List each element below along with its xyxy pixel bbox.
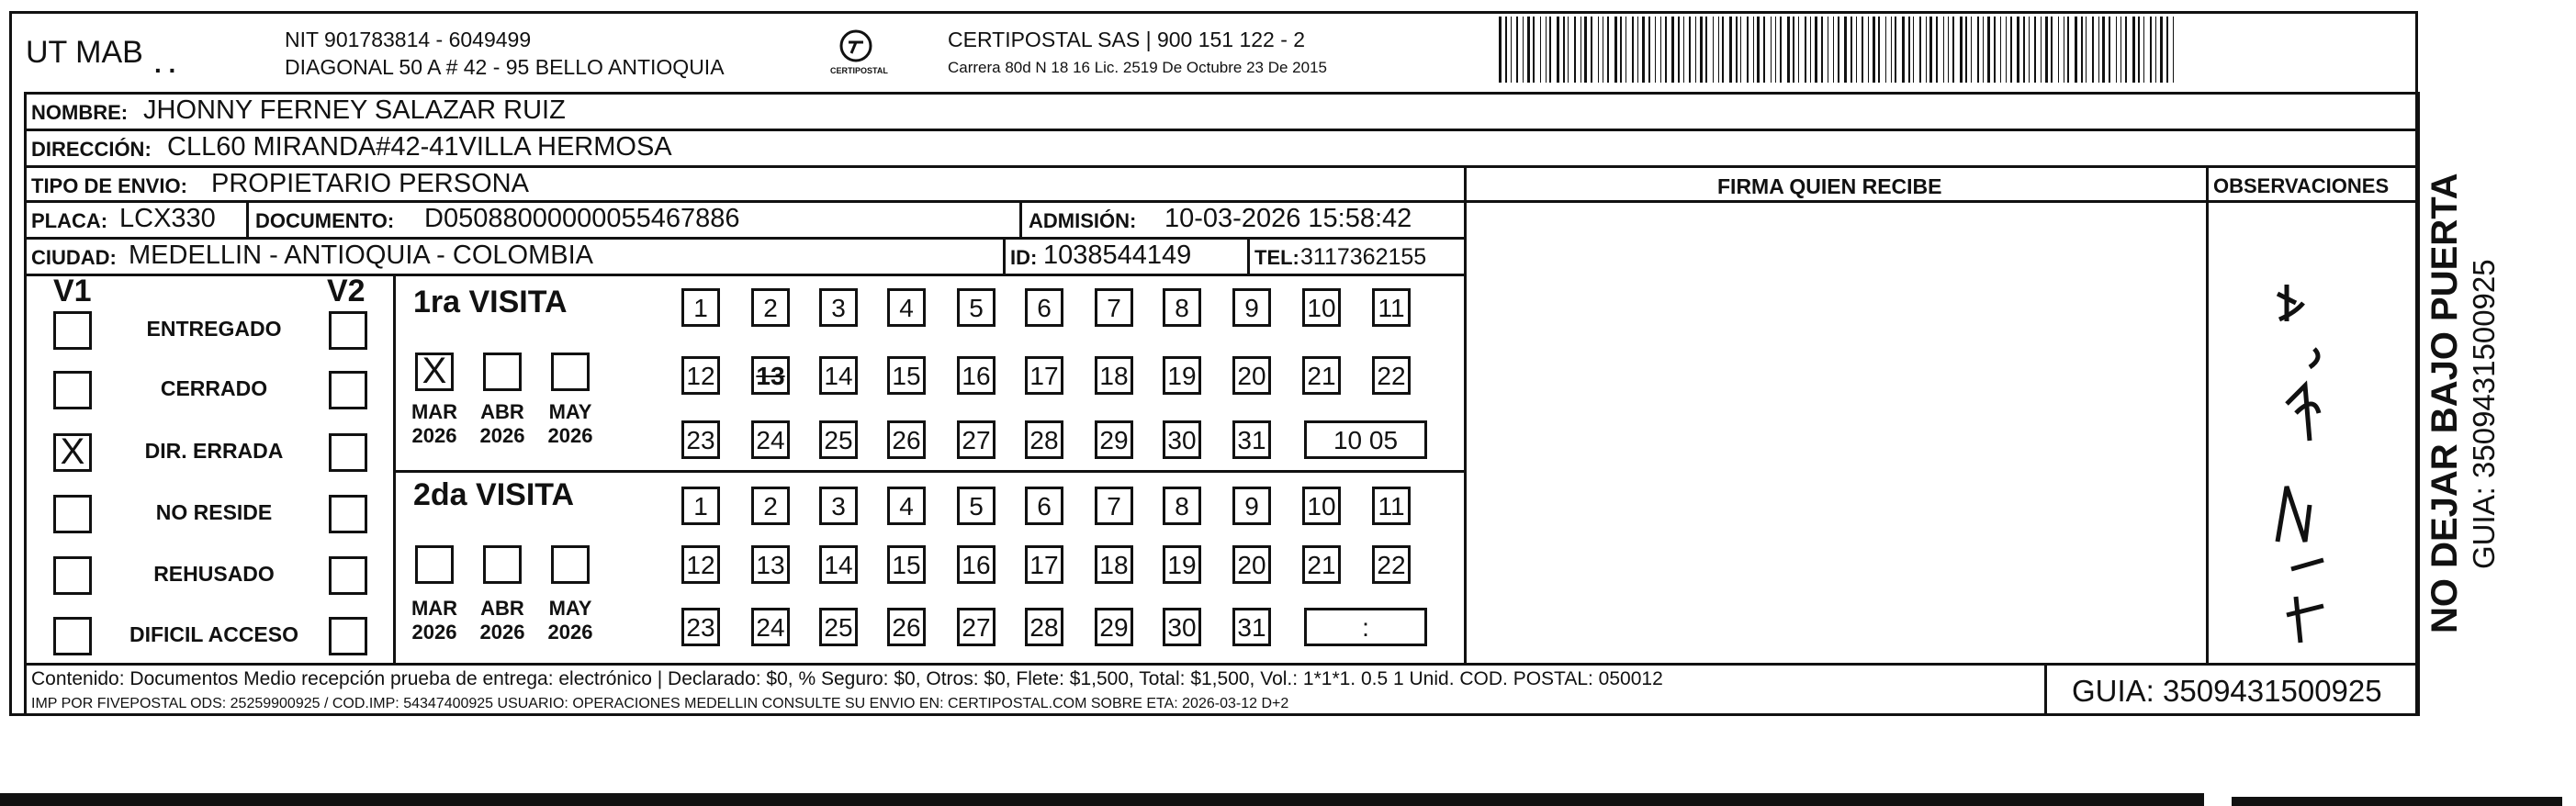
day-box[interactable]: 25 <box>819 420 858 459</box>
v2-checkbox[interactable] <box>329 617 367 655</box>
day-box[interactable]: 1 <box>681 487 720 525</box>
day-box[interactable]: 9 <box>1232 487 1271 525</box>
month-label: MAR 2026 <box>411 597 458 644</box>
barcode-bar <box>1505 17 1507 83</box>
barcode-bar <box>1557 17 1559 83</box>
barcode-bar <box>2143 17 2144 83</box>
day-box[interactable]: 6 <box>1025 487 1063 525</box>
barcode-bar <box>1591 17 1592 83</box>
side-guia: GUIA: 3509431500925 <box>2467 259 2501 569</box>
barcode-bar <box>2010 17 2012 83</box>
barcode-bar <box>1815 17 1817 83</box>
barcode-bar <box>2086 17 2087 83</box>
month-checkbox[interactable] <box>551 545 590 584</box>
separator <box>1247 237 1250 274</box>
month-checkbox[interactable] <box>551 353 590 391</box>
barcode-bar <box>1798 17 1799 83</box>
barcode-bar <box>1574 17 1576 83</box>
day-box[interactable]: 23 <box>681 608 720 646</box>
separator <box>24 274 1464 276</box>
nombre-label: NOMBRE: <box>31 101 129 124</box>
v2-checkbox[interactable] <box>329 311 367 350</box>
barcode-bar <box>1948 17 1949 83</box>
ut-marks: . . <box>154 50 176 78</box>
barcode-bar <box>1757 17 1760 83</box>
barcode-bar <box>1926 17 1927 83</box>
status-label: DIFICIL ACCESO <box>129 622 298 646</box>
barcode-bar <box>1787 17 1790 83</box>
day-box[interactable]: 29 <box>1095 608 1133 646</box>
barcode-bar <box>2023 17 2025 83</box>
v1-checkbox[interactable] <box>53 371 92 409</box>
day-box[interactable]: 21 <box>1302 356 1341 395</box>
month-label: ABR 2026 <box>479 597 525 644</box>
barcode-bar <box>1718 17 1719 83</box>
id-label: ID: <box>1010 246 1038 269</box>
direccion-label: DIRECCIÓN: <box>31 138 152 161</box>
day-box[interactable]: 17 <box>1025 356 1063 395</box>
separator <box>24 165 2417 168</box>
day-box[interactable]: 7 <box>1095 487 1133 525</box>
barcode-bar <box>1671 17 1674 83</box>
barcode-bar <box>1771 17 1772 83</box>
day-box[interactable]: 2 <box>751 487 790 525</box>
barcode-bar <box>1740 17 1741 83</box>
day-box[interactable]: 30 <box>1163 420 1201 459</box>
guia-footer: GUIA: 3509431500925 <box>2072 674 2382 708</box>
barcode-bar <box>1632 17 1634 83</box>
v1-checkbox[interactable] <box>53 495 92 533</box>
barcode-bar <box>1713 17 1714 83</box>
bottom-border <box>0 793 2204 806</box>
barcode-bar <box>1607 17 1609 83</box>
barcode-bar <box>1833 17 1834 83</box>
barcode-bar <box>2017 17 2019 83</box>
barcode-bar <box>1580 17 1581 83</box>
barcode-bar <box>1810 17 1811 83</box>
barcode-bar <box>1753 17 1754 83</box>
day-box[interactable]: 30 <box>1163 608 1201 646</box>
day-box[interactable]: 11 <box>1372 288 1411 327</box>
day-box[interactable]: 17 <box>1025 545 1063 584</box>
barcode-bar <box>2034 17 2036 83</box>
day-box[interactable]: 7 <box>1095 288 1133 327</box>
company-license: Carrera 80d N 18 16 Lic. 2519 De Octubre 23 De 2015 <box>948 59 1327 76</box>
contenido-text: Contenido: Documentos Medio recepción prueba de entrega: electrónico | Declarado: $0, % Seguro: $0, Otros: $0, Flete: $1,500, Total: $1,500, Vol.: 1*1*1. 0.5 1 Unid. COD. POSTAL: 050012 <box>31 668 1663 689</box>
day-box[interactable]: 31 <box>1232 420 1271 459</box>
day-box[interactable]: 15 <box>887 356 926 395</box>
barcode-bar <box>2000 17 2001 83</box>
barcode-bar <box>1960 17 1963 83</box>
barcode-bar <box>1736 17 1738 83</box>
barcode-bar <box>1885 17 1886 83</box>
barcode-bar <box>2045 17 2048 83</box>
barcode-bar <box>1660 17 1661 83</box>
month-label: ABR 2026 <box>479 400 525 447</box>
day-box[interactable]: 5 <box>957 288 996 327</box>
handwritten-observation-icon <box>2222 266 2388 652</box>
barcode-bar <box>1775 17 1776 83</box>
barcode-bar <box>1614 17 1617 83</box>
barcode-bar <box>1929 17 1932 83</box>
day-box[interactable]: 16 <box>957 545 996 584</box>
documento-value: D05088000000055467886 <box>424 204 740 233</box>
barcode-bar <box>1637 17 1638 83</box>
day-box[interactable]: 25 <box>819 608 858 646</box>
barcode-bar <box>1891 17 1892 83</box>
tipo-envio-label: TIPO DE ENVIO: <box>31 174 187 197</box>
v1-checkbox[interactable] <box>53 617 92 655</box>
nombre-value: JHONNY FERNEY SALAZAR RUIZ <box>143 95 566 125</box>
barcode-bar <box>1952 17 1954 83</box>
barcode-bar <box>1499 17 1502 83</box>
day-box[interactable]: 12 <box>681 545 720 584</box>
day-box[interactable]: 4 <box>887 487 926 525</box>
day-box[interactable]: 16 <box>957 356 996 395</box>
barcode-bar <box>1563 17 1565 83</box>
separator <box>393 470 1464 473</box>
barcode-bar <box>1655 17 1656 83</box>
tel-value: 3117362155 <box>1300 244 1427 270</box>
barcode-bar <box>2155 17 2156 83</box>
barcode-bar <box>1584 17 1587 83</box>
barcode-bar <box>1983 17 1984 83</box>
barcode-bar <box>1936 17 1938 83</box>
v1-checkbox[interactable]: X <box>53 433 92 472</box>
barcode-bar <box>1793 17 1794 83</box>
certipostal-logo-icon <box>838 28 874 64</box>
day-box[interactable]: 26 <box>887 420 926 459</box>
month-label: MAY 2026 <box>547 597 593 644</box>
separator <box>24 92 2417 95</box>
barcode-bar <box>1994 17 1996 83</box>
v2-checkbox[interactable] <box>329 495 367 533</box>
bottom-border <box>2232 797 2562 806</box>
day-box[interactable]: 4 <box>887 288 926 327</box>
barcode-bar <box>1805 17 1806 83</box>
barcode-bar <box>1648 17 1650 83</box>
day-box[interactable]: 22 <box>1372 356 1411 395</box>
barcode-bar <box>1642 17 1645 83</box>
barcode-bar <box>2138 17 2140 83</box>
logo-text: CERTIPOSTAL <box>830 66 888 75</box>
placa-label: PLACA: <box>31 209 108 232</box>
barcode-bar <box>1987 17 1990 83</box>
day-box[interactable]: 27 <box>957 420 996 459</box>
firma-label: FIRMA QUIEN RECIBE <box>1717 174 1942 198</box>
imp-text: IMP POR FIVEPOSTAL ODS: 25259900925 / COD.IMP: 54347400925 USUARIO: OPERACIONES MEDELLIN CONSULTE SU ENVIO EN: CERTIPOSTAL.COM SOBRE ETA: 2026-03-12 D+2 <box>31 696 1289 711</box>
v2-checkbox[interactable] <box>329 433 367 472</box>
separator <box>1464 165 1467 663</box>
month-checkbox[interactable] <box>483 545 522 584</box>
barcode-bar <box>1546 17 1547 83</box>
month-label: MAR 2026 <box>411 400 458 447</box>
separator <box>1464 200 2417 203</box>
status-label: DIR. ERRADA <box>144 439 284 463</box>
barcode-bar <box>2109 17 2110 83</box>
barcode-bar <box>2067 17 2069 83</box>
day-box[interactable]: 10 <box>1302 288 1341 327</box>
v2-checkbox[interactable] <box>329 556 367 595</box>
id-value: 1038544149 <box>1043 241 1192 270</box>
month-checkbox[interactable] <box>415 545 454 584</box>
month-checkbox[interactable]: X <box>415 353 454 391</box>
time-box[interactable]: : <box>1304 608 1427 646</box>
month-label: MAY 2026 <box>547 400 593 447</box>
barcode-bar <box>2041 17 2042 83</box>
v1-checkbox[interactable] <box>53 311 92 350</box>
day-box[interactable]: 31 <box>1232 608 1271 646</box>
day-box[interactable]: 3 <box>819 288 858 327</box>
barcode-bar <box>1919 17 1921 83</box>
day-box[interactable]: 5 <box>957 487 996 525</box>
barcode-bar <box>2006 17 2007 83</box>
barcode <box>1499 17 2186 83</box>
barcode-bar <box>1722 17 1724 83</box>
day-box[interactable]: 10 <box>1302 487 1341 525</box>
barcode-bar <box>2116 17 2117 83</box>
barcode-bar <box>1598 17 1599 83</box>
separator <box>2206 165 2209 663</box>
barcode-bar <box>2075 17 2077 83</box>
day-box[interactable]: 18 <box>1095 545 1133 584</box>
day-box[interactable]: 28 <box>1025 420 1063 459</box>
barcode-bar <box>1908 17 1910 83</box>
barcode-bar <box>1965 17 1967 83</box>
barcode-bar <box>2081 17 2083 83</box>
barcode-bar <box>2098 17 2099 83</box>
barcode-bar <box>1943 17 1944 83</box>
barcode-bar <box>2160 17 2163 83</box>
separator <box>2044 663 2047 716</box>
tipo-envio-value: PROPIETARIO PERSONA <box>211 169 529 198</box>
placa-value: LCX330 <box>119 204 216 233</box>
day-box[interactable]: 12 <box>681 356 720 395</box>
time-box[interactable]: 10 05 <box>1304 420 1427 459</box>
admision-label: ADMISIÓN: <box>1029 209 1137 232</box>
admision-value: 10-03-2026 15:58:42 <box>1164 204 1412 233</box>
barcode-bar <box>1838 17 1839 83</box>
day-box[interactable]: 24 <box>751 420 790 459</box>
barcode-bar <box>1700 17 1703 83</box>
v2-label: V2 <box>327 274 366 308</box>
separator <box>24 129 2417 131</box>
nit-text: NIT 901783814 - 6049499 <box>285 28 532 51</box>
ciudad-label: CIUDAD: <box>31 246 117 269</box>
day-box[interactable]: 11 <box>1372 487 1411 525</box>
day-box[interactable]: 18 <box>1095 356 1133 395</box>
barcode-bar <box>1533 17 1535 83</box>
day-box[interactable]: 14 <box>819 545 858 584</box>
barcode-bar <box>1821 17 1823 83</box>
company-name: CERTIPOSTAL SAS | 900 151 122 - 2 <box>948 28 1306 51</box>
v2-checkbox[interactable] <box>329 371 367 409</box>
second-visit-title: 2da VISITA <box>413 477 575 512</box>
day-box[interactable]: 19 <box>1163 545 1201 584</box>
barcode-bar <box>2166 17 2168 83</box>
day-box[interactable]: 26 <box>887 608 926 646</box>
barcode-bar <box>1856 17 1857 83</box>
barcode-bar <box>2150 17 2152 83</box>
v1-label: V1 <box>53 274 92 308</box>
barcode-bar <box>1902 17 1905 83</box>
day-box[interactable]: 29 <box>1095 420 1133 459</box>
barcode-bar <box>1913 17 1914 83</box>
barcode-bar <box>2120 17 2121 83</box>
separator <box>24 200 1464 203</box>
barcode-bar <box>2102 17 2105 83</box>
barcode-bar <box>1878 17 1880 83</box>
separator <box>246 200 249 237</box>
month-checkbox[interactable] <box>483 353 522 391</box>
first-visit-title: 1ra VISITA <box>413 285 568 319</box>
day-box[interactable]: 13 <box>751 356 790 395</box>
day-box[interactable]: 9 <box>1232 288 1271 327</box>
barcode-bar <box>1695 17 1696 83</box>
day-box[interactable]: 24 <box>751 608 790 646</box>
barcode-bar <box>1516 17 1518 83</box>
barcode-bar <box>2029 17 2030 83</box>
documento-label: DOCUMENTO: <box>255 209 395 232</box>
separator <box>24 92 27 716</box>
day-box[interactable]: 8 <box>1163 487 1201 525</box>
barcode-bar <box>1977 17 1979 83</box>
barcode-bar <box>1780 17 1782 83</box>
barcode-bar <box>2173 17 2174 83</box>
barcode-bar <box>1862 17 1863 83</box>
day-box[interactable]: 21 <box>1302 545 1341 584</box>
day-box[interactable]: 27 <box>957 608 996 646</box>
separator <box>1003 237 1006 274</box>
day-box[interactable]: 3 <box>819 487 858 525</box>
barcode-bar <box>2132 17 2135 83</box>
ciudad-value: MEDELLIN - ANTIOQUIA - COLOMBIA <box>129 241 593 270</box>
barcode-bar <box>2125 17 2127 83</box>
day-box[interactable]: 2 <box>751 288 790 327</box>
barcode-bar <box>1895 17 1896 83</box>
barcode-bar <box>2092 17 2094 83</box>
barcode-bar <box>1689 17 1691 83</box>
status-label: REHUSADO <box>153 562 275 586</box>
day-box[interactable]: 20 <box>1232 545 1271 584</box>
separator <box>1019 200 1022 237</box>
day-box[interactable]: 14 <box>819 356 858 395</box>
barcode-bar <box>1665 17 1667 83</box>
barcode-bar <box>1678 17 1680 83</box>
barcode-bar <box>1971 17 1972 83</box>
day-box[interactable]: 28 <box>1025 608 1063 646</box>
day-box[interactable]: 23 <box>681 420 720 459</box>
status-label: NO RESIDE <box>155 500 273 524</box>
barcode-bar <box>1568 17 1569 83</box>
sender-address: DIAGONAL 50 A # 42 - 95 BELLO ANTIOQUIA <box>285 55 725 79</box>
barcode-bar <box>1540 17 1541 83</box>
day-box[interactable]: 8 <box>1163 288 1201 327</box>
barcode-bar <box>1511 17 1512 83</box>
barcode-bar <box>2051 17 2053 83</box>
barcode-bar <box>1620 17 1622 83</box>
barcode-bar <box>1549 17 1551 83</box>
day-box[interactable]: 1 <box>681 288 720 327</box>
day-box[interactable]: 6 <box>1025 288 1063 327</box>
barcode-bar <box>1747 17 1749 83</box>
barcode-bar <box>2058 17 2059 83</box>
status-label: ENTREGADO <box>146 317 282 341</box>
day-box[interactable]: 20 <box>1232 356 1271 395</box>
separator <box>2417 92 2420 716</box>
barcode-bar <box>1729 17 1732 83</box>
barcode-bar <box>1850 17 1852 83</box>
barcode-bar <box>1705 17 1707 83</box>
observaciones-label: OBSERVACIONES <box>2213 174 2390 197</box>
separator <box>24 663 2417 666</box>
barcode-bar <box>1625 17 1626 83</box>
no-dejar-warning: NO DEJAR BAJO PUERTA <box>2424 173 2465 633</box>
ut-label: UT MAB <box>26 35 143 70</box>
day-box[interactable]: 15 <box>887 545 926 584</box>
direccion-value: CLL60 MIRANDA#42-41VILLA HERMOSA <box>167 132 672 162</box>
barcode-bar <box>1763 17 1765 83</box>
day-box[interactable]: 22 <box>1372 545 1411 584</box>
tel-label: TEL: <box>1254 246 1299 269</box>
day-box[interactable]: 19 <box>1163 356 1201 395</box>
barcode-bar <box>1868 17 1869 83</box>
status-label: CERRADO <box>160 376 268 400</box>
barcode-bar <box>1873 17 1875 83</box>
v1-checkbox[interactable] <box>53 556 92 595</box>
barcode-bar <box>1523 17 1524 83</box>
separator <box>393 274 396 663</box>
barcode-bar <box>1683 17 1684 83</box>
barcode-bar <box>1527 17 1530 83</box>
barcode-bar <box>1844 17 1847 83</box>
day-box[interactable]: 13 <box>751 545 790 584</box>
